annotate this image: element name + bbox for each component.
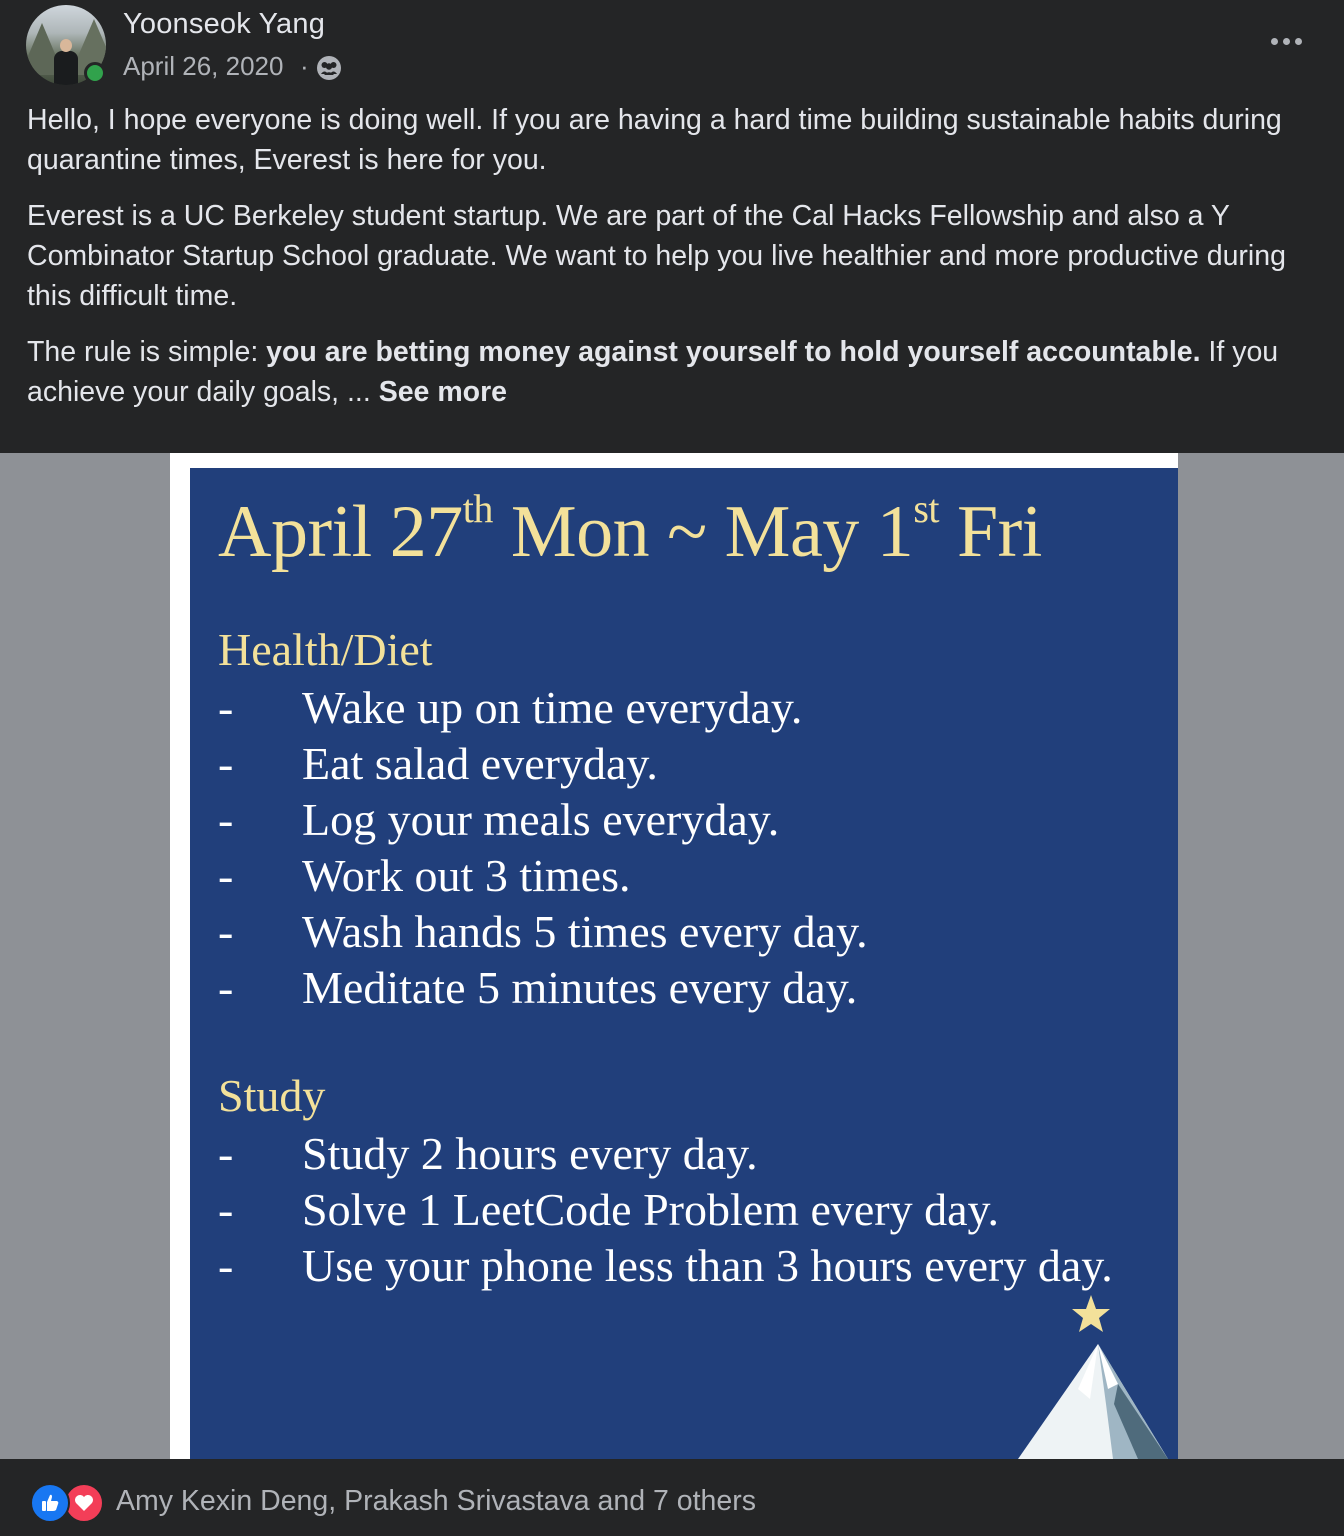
- rule-bold: you are betting money against yourself to hold yourself accountable.: [266, 336, 1201, 368]
- reactions-bar: [0, 1459, 1344, 1536]
- friends-icon[interactable]: [316, 55, 342, 81]
- post-paragraph-2: Everest is a UC Berkeley student startup. We are part of the Cal Hacks Fellowship and also a Y Combinator Startup School graduate. We want to help you live healthier and more productive during this difficult time.: [27, 200, 1286, 312]
- more-options-button[interactable]: [1264, 28, 1308, 54]
- online-status-icon: [84, 62, 106, 84]
- love-icon[interactable]: [64, 1483, 104, 1523]
- post-date[interactable]: April 26, 2020: [123, 51, 284, 81]
- post-media[interactable]: [0, 453, 1344, 1459]
- date-separator: ·: [300, 51, 309, 81]
- post-body: [27, 100, 1327, 428]
- mountain-logo-icon: [1018, 1344, 1168, 1459]
- rule-tail: If you achieve your daily goals, ...: [27, 336, 1279, 408]
- see-more-link[interactable]: See more: [378, 376, 508, 408]
- post-image[interactable]: [170, 453, 1178, 1459]
- post-header: [0, 0, 1344, 100]
- post-paragraph-3: [27, 332, 1327, 412]
- poster-title: April 27th Mon ~ May 1st Fri: [218, 486, 1042, 573]
- like-icon[interactable]: [30, 1483, 70, 1523]
- post-paragraph-1: Hello, I hope everyone is doing well. If you are having a hard time building sustainable habits during quarantine times, Everest is here for you.: [27, 104, 1282, 176]
- reaction-names[interactable]: Amy Kexin Deng, Prakash Srivastava and 7 others: [116, 1485, 756, 1517]
- rule-lead: The rule is simple:: [27, 336, 267, 368]
- star-icon: [1070, 1293, 1112, 1335]
- health-heading: Health/Diet: [218, 624, 433, 675]
- study-heading: Study: [218, 1070, 326, 1121]
- goals-poster: April 27th Mon ~ May 1st Fri Health/Diet - Wake up on time everyday. - Eat salad everyday. - Log your meals everyday. - Work out 3 times. - Wash hands 5 times every day. - Meditate 5 minutes every day. Study - Study 2 hours every day. - Solve 1 LeetCode Problem every day. - Use your phone less than 3 hours every day.: [190, 468, 1178, 1459]
- more-horizontal-icon: [1271, 38, 1278, 45]
- author-name[interactable]: Yoonseok Yang: [123, 8, 326, 40]
